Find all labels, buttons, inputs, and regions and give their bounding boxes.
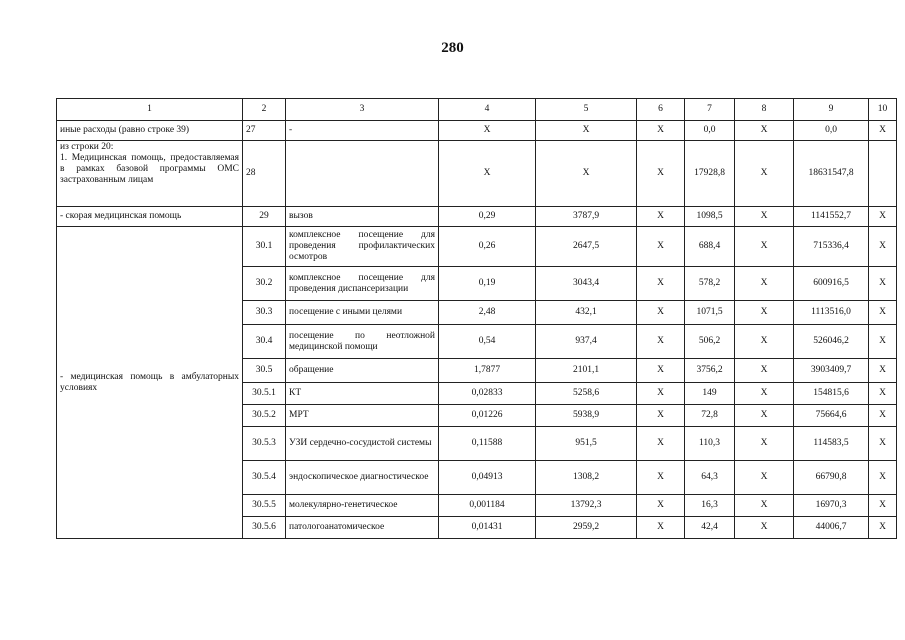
value-cell: 432,1 bbox=[536, 301, 637, 325]
value-cell: X bbox=[637, 141, 685, 207]
table-row bbox=[57, 141, 897, 207]
value-cell: 149 bbox=[685, 383, 735, 405]
unit-cell bbox=[286, 141, 439, 207]
unit-cell: вызов bbox=[286, 207, 439, 227]
value-cell: X bbox=[637, 227, 685, 267]
value-cell: X bbox=[637, 359, 685, 383]
header-cell: 1 bbox=[57, 99, 243, 121]
value-cell: X bbox=[735, 301, 794, 325]
value-cell: 0,29 bbox=[439, 207, 536, 227]
value-cell: 13792,3 bbox=[536, 495, 637, 517]
value-cell: X bbox=[735, 427, 794, 461]
value-cell: 0,0 bbox=[685, 121, 735, 141]
value-cell: 5258,6 bbox=[536, 383, 637, 405]
header-cell: 10 bbox=[869, 99, 897, 121]
value-cell: 578,2 bbox=[685, 267, 735, 301]
ambulatory-section bbox=[57, 227, 897, 539]
value-cell: X bbox=[735, 405, 794, 427]
value-cell: X bbox=[735, 325, 794, 359]
value-cell: 2101,1 bbox=[536, 359, 637, 383]
row-number-cell: 30.5.2 bbox=[243, 405, 286, 427]
value-cell: 5938,9 bbox=[536, 405, 637, 427]
value-cell: X bbox=[869, 121, 897, 141]
value-cell: 0,19 bbox=[439, 267, 536, 301]
unit-cell: МРТ bbox=[286, 405, 439, 427]
value-cell: X bbox=[637, 517, 685, 539]
value-cell: 2,48 bbox=[439, 301, 536, 325]
page-number: 280 bbox=[441, 40, 464, 56]
value-cell: 526046,2 bbox=[794, 325, 869, 359]
value-cell: 42,4 bbox=[685, 517, 735, 539]
value-cell: X bbox=[536, 141, 637, 207]
value-cell: X bbox=[869, 517, 897, 539]
value-cell: X bbox=[637, 207, 685, 227]
row-number-cell: 30.2 bbox=[243, 267, 286, 301]
value-cell: X bbox=[439, 141, 536, 207]
value-cell: X bbox=[735, 227, 794, 267]
value-cell: 0,11588 bbox=[439, 427, 536, 461]
unit-cell: комплексное посещение для проведения диспансеризации bbox=[286, 267, 439, 301]
value-cell: X bbox=[637, 495, 685, 517]
value-cell: 154815,6 bbox=[794, 383, 869, 405]
value-cell: 16,3 bbox=[685, 495, 735, 517]
value-cell: 688,4 bbox=[685, 227, 735, 267]
value-cell: 2959,2 bbox=[536, 517, 637, 539]
value-cell: X bbox=[536, 121, 637, 141]
table-row bbox=[57, 227, 897, 267]
value-cell: X bbox=[735, 121, 794, 141]
header-cell: 7 bbox=[685, 99, 735, 121]
value-cell: 715336,4 bbox=[794, 227, 869, 267]
value-cell bbox=[869, 141, 897, 207]
value-cell: X bbox=[439, 121, 536, 141]
value-cell: X bbox=[735, 383, 794, 405]
row-number-cell: 28 bbox=[243, 141, 286, 207]
header-row bbox=[57, 99, 897, 121]
value-cell: X bbox=[735, 359, 794, 383]
row-number-cell: 30.5.1 bbox=[243, 383, 286, 405]
value-cell: X bbox=[735, 461, 794, 495]
header-cell: 8 bbox=[735, 99, 794, 121]
value-cell: X bbox=[869, 461, 897, 495]
row-number-cell: 30.1 bbox=[243, 227, 286, 267]
row-number-cell: 30.5.6 bbox=[243, 517, 286, 539]
value-cell: 18631547,8 bbox=[794, 141, 869, 207]
value-cell: 3756,2 bbox=[685, 359, 735, 383]
value-cell: 0,26 bbox=[439, 227, 536, 267]
row-number-cell: 30.5.3 bbox=[243, 427, 286, 461]
value-cell: 1071,5 bbox=[685, 301, 735, 325]
value-cell: X bbox=[637, 267, 685, 301]
value-cell: 600916,5 bbox=[794, 267, 869, 301]
header-cell: 6 bbox=[637, 99, 685, 121]
value-cell: 0,04913 bbox=[439, 461, 536, 495]
row-number-cell: 30.3 bbox=[243, 301, 286, 325]
value-cell: X bbox=[637, 325, 685, 359]
value-cell: 3903409,7 bbox=[794, 359, 869, 383]
value-cell: 951,5 bbox=[536, 427, 637, 461]
unit-cell: посещение с иными целями bbox=[286, 301, 439, 325]
value-cell: X bbox=[869, 427, 897, 461]
value-cell: X bbox=[637, 461, 685, 495]
row-name-cell: - скорая медицинская помощь bbox=[57, 207, 243, 227]
row-number-cell: 30.5 bbox=[243, 359, 286, 383]
value-cell: X bbox=[735, 495, 794, 517]
value-cell: X bbox=[637, 121, 685, 141]
header-cell: 9 bbox=[794, 99, 869, 121]
unit-cell: молекулярно-генетическое bbox=[286, 495, 439, 517]
header-cell: 4 bbox=[439, 99, 536, 121]
table-row bbox=[57, 121, 897, 141]
value-cell: X bbox=[637, 405, 685, 427]
header-cell: 2 bbox=[243, 99, 286, 121]
unit-cell: - bbox=[286, 121, 439, 141]
value-cell: 1113516,0 bbox=[794, 301, 869, 325]
value-cell: X bbox=[869, 301, 897, 325]
value-cell: 1,7877 bbox=[439, 359, 536, 383]
value-cell: 3787,9 bbox=[536, 207, 637, 227]
value-cell: 66790,8 bbox=[794, 461, 869, 495]
value-cell: X bbox=[735, 267, 794, 301]
value-cell: X bbox=[869, 383, 897, 405]
row-number-cell: 30.5.5 bbox=[243, 495, 286, 517]
value-cell: X bbox=[869, 207, 897, 227]
data-table bbox=[56, 98, 897, 539]
value-cell: X bbox=[637, 301, 685, 325]
value-cell: X bbox=[869, 227, 897, 267]
row-name-cell: - медицинская помощь в амбулаторных условиях bbox=[57, 227, 243, 539]
row-name-cell: из строки 20: 1. Медицинская помощь, предоставляемая в рамках базовой программы ОМС застрахованным лицам bbox=[57, 141, 243, 207]
value-cell: X bbox=[637, 427, 685, 461]
value-cell: 0,54 bbox=[439, 325, 536, 359]
header-cell: 3 bbox=[286, 99, 439, 121]
value-cell: 1308,2 bbox=[536, 461, 637, 495]
unit-cell: УЗИ сердечно-сосудистой системы bbox=[286, 427, 439, 461]
value-cell: 114583,5 bbox=[794, 427, 869, 461]
value-cell: 2647,5 bbox=[536, 227, 637, 267]
row-number-cell: 27 bbox=[243, 121, 286, 141]
value-cell: 3043,4 bbox=[536, 267, 637, 301]
table-row bbox=[57, 207, 897, 227]
value-cell: 0,001184 bbox=[439, 495, 536, 517]
value-cell: 72,8 bbox=[685, 405, 735, 427]
unit-cell: комплексное посещение для проведения профилактических осмотров bbox=[286, 227, 439, 267]
row-number-cell: 30.5.4 bbox=[243, 461, 286, 495]
header-cell: 5 bbox=[536, 99, 637, 121]
unit-cell: обращение bbox=[286, 359, 439, 383]
row-number-cell: 30.4 bbox=[243, 325, 286, 359]
value-cell: X bbox=[869, 495, 897, 517]
value-cell: 75664,6 bbox=[794, 405, 869, 427]
value-cell: 44006,7 bbox=[794, 517, 869, 539]
value-cell: X bbox=[637, 383, 685, 405]
value-cell: 17928,8 bbox=[685, 141, 735, 207]
value-cell: 16970,3 bbox=[794, 495, 869, 517]
unit-cell: эндоскопическое диагностическое bbox=[286, 461, 439, 495]
value-cell: 0,01226 bbox=[439, 405, 536, 427]
value-cell: X bbox=[735, 517, 794, 539]
value-cell: 1141552,7 bbox=[794, 207, 869, 227]
value-cell: X bbox=[869, 267, 897, 301]
value-cell: X bbox=[869, 325, 897, 359]
value-cell: 0,01431 bbox=[439, 517, 536, 539]
unit-cell: КТ bbox=[286, 383, 439, 405]
value-cell: 1098,5 bbox=[685, 207, 735, 227]
row-name-cell: иные расходы (равно строке 39) bbox=[57, 121, 243, 141]
value-cell: 937,4 bbox=[536, 325, 637, 359]
value-cell: 110,3 bbox=[685, 427, 735, 461]
unit-cell: посещение по неотложной медицинской помощи bbox=[286, 325, 439, 359]
value-cell: 0,0 bbox=[794, 121, 869, 141]
value-cell: X bbox=[735, 141, 794, 207]
value-cell: X bbox=[869, 359, 897, 383]
value-cell: X bbox=[869, 405, 897, 427]
row-number-cell: 29 bbox=[243, 207, 286, 227]
value-cell: 0,02833 bbox=[439, 383, 536, 405]
value-cell: 64,3 bbox=[685, 461, 735, 495]
value-cell: 506,2 bbox=[685, 325, 735, 359]
value-cell: X bbox=[735, 207, 794, 227]
unit-cell: патологоанатомическое bbox=[286, 517, 439, 539]
